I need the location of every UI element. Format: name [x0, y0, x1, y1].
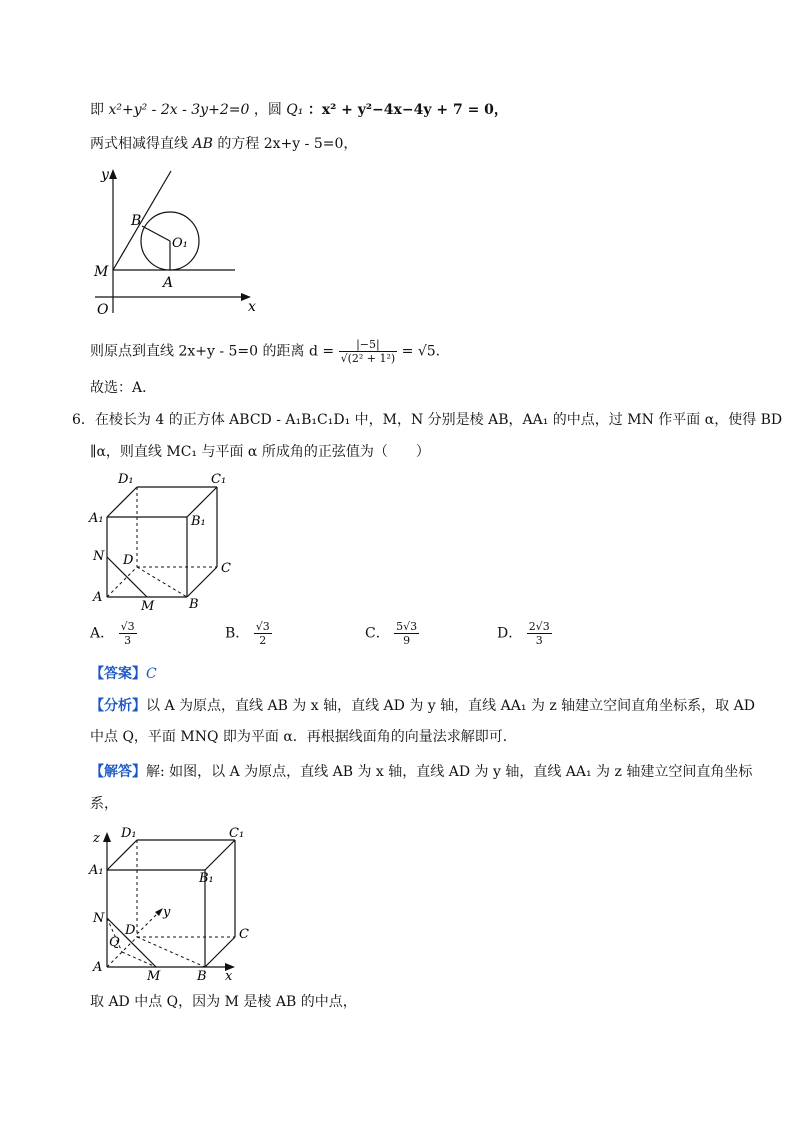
label-y: y	[101, 167, 109, 183]
circle-name: Q₁	[286, 102, 304, 118]
solution-line-1	[90, 762, 752, 782]
label-z: z	[93, 831, 100, 846]
label-a: A	[93, 590, 103, 605]
distance-d: d =	[308, 343, 335, 360]
label-m: M	[147, 969, 161, 982]
label-b: B	[189, 597, 199, 612]
line-ab-label: AB	[192, 136, 213, 152]
label-c: C	[239, 927, 249, 942]
text-ji: 即	[90, 102, 104, 118]
distance-fraction	[339, 338, 398, 365]
analysis-text-a: 以 A 为原点，直线 AB 为 x 轴，直线 AD 为 y 轴，直线 AA₁ 为 z 轴建立空间直角坐标系，取 AD	[146, 698, 755, 714]
solution-line-3: 取 AD 中点 Q，因为 M 是棱 AB 的中点，	[90, 994, 357, 1010]
label-d: D	[123, 553, 134, 568]
y-axis-arrow	[155, 908, 163, 916]
option-c[interactable]: C． $\frac{5√3}{9}$	[365, 620, 418, 647]
solution-tag: 【解答】	[90, 764, 146, 780]
option-b[interactable]: B． $\frac{√3}{2}$	[225, 620, 270, 647]
question-number: 6．	[72, 412, 95, 428]
label-d: D	[125, 923, 136, 938]
cube-coordinate-figure	[85, 822, 250, 982]
label-a: A	[163, 275, 174, 291]
answer-value: C	[146, 666, 157, 682]
question-6-line-2: ∥α，则直线 MC₁ 与平面 α 所成角的正弦值为（ ）	[90, 444, 430, 460]
label-d1: D₁	[121, 826, 137, 841]
label-q: Q	[109, 935, 120, 950]
solution-text-a: 解: 如图，以 A 为原点，直线 AB 为 x 轴，直线 AD 为 y 轴，直线 AA₁ 为 z 轴建立空间直角坐标	[146, 764, 753, 780]
y-axis-arrow	[109, 169, 117, 179]
label-b: B	[131, 213, 142, 229]
solution-line-2: 系，	[90, 796, 118, 812]
diag-bd-hidden	[137, 567, 187, 597]
equation-line-2	[90, 134, 357, 154]
equation-line-1	[90, 100, 508, 120]
label-b1: B₁	[199, 871, 214, 886]
option-a[interactable]: A． $\frac{√3}{3}$	[90, 620, 135, 647]
radius-o1-b	[142, 226, 170, 241]
y-axis	[137, 912, 159, 934]
label-x: x	[225, 969, 233, 982]
answer-line	[90, 664, 157, 684]
label-b: B	[197, 969, 207, 982]
label-n: N	[93, 549, 105, 564]
label-c: C	[221, 561, 231, 576]
circle-equation-1: x²+y² - 2x - 3y+2=0	[108, 102, 250, 118]
label-c1: C₁	[211, 472, 227, 487]
z-axis-arrow	[103, 832, 111, 842]
analysis-tag: 【分析】	[90, 698, 146, 714]
answer-tag: 【答案】	[90, 666, 146, 682]
edge-bc	[205, 937, 235, 967]
label-n: N	[93, 911, 105, 926]
fraction-denominator: √(2² + 1²)	[340, 352, 396, 365]
label-a1: A₁	[89, 863, 104, 878]
text-distance: 则原点到直线 2x+y - 5=0 的距离	[90, 343, 305, 360]
label-m: M	[141, 599, 155, 614]
analysis-line-1	[90, 696, 755, 716]
fraction-numerator: |−5|	[339, 338, 398, 352]
analysis-line-2: 中点 Q，平面 MNQ 即为平面 α．再根据线面角的向量法求解即可．	[90, 729, 517, 745]
edge-a1d1	[107, 487, 137, 517]
choice-line: 故选：A．	[90, 380, 157, 396]
label-b1: B₁	[191, 514, 206, 529]
text-subtract: 两式相减得直线	[90, 136, 188, 152]
distance-result: = √5.	[401, 343, 441, 360]
cube-figure	[85, 470, 245, 615]
edge-bc	[187, 567, 217, 597]
option-d[interactable]: D． $\frac{2√3}{3}$	[497, 620, 550, 647]
label-d1: D₁	[118, 472, 134, 487]
label-a1: A₁	[89, 511, 104, 526]
tangent-line-mb	[113, 171, 171, 270]
edge-b1c1	[205, 840, 235, 870]
circle-equation-2: ：x² + y²−4x−4y + 7 = 0，	[307, 102, 508, 118]
label-x: x	[248, 299, 256, 315]
line-ab-equation: 的方程 2x+y - 5=0，	[217, 136, 358, 152]
label-a: A	[93, 960, 103, 975]
question-text-a: 在棱长为 4 的正方体 ABCD - A₁B₁C₁D₁ 中，M，N 分别是棱 AB，AA₁ 的中点，过 MN 作平面 α，使得 BD	[94, 412, 783, 428]
question-6-line-1	[72, 410, 782, 430]
label-m: M	[94, 264, 109, 280]
label-o: O	[97, 302, 109, 318]
label-o1: O₁	[172, 236, 188, 251]
diag-bd-hidden	[137, 937, 205, 967]
segment-qm	[122, 952, 156, 967]
label-c1: C₁	[229, 826, 245, 841]
edge-a1d1	[107, 840, 137, 870]
text-circle: ，圆	[253, 102, 282, 118]
circle-tangent-figure	[85, 165, 265, 320]
edge-b1c1	[187, 487, 217, 517]
label-y: y	[163, 905, 171, 920]
distance-line	[90, 338, 440, 365]
